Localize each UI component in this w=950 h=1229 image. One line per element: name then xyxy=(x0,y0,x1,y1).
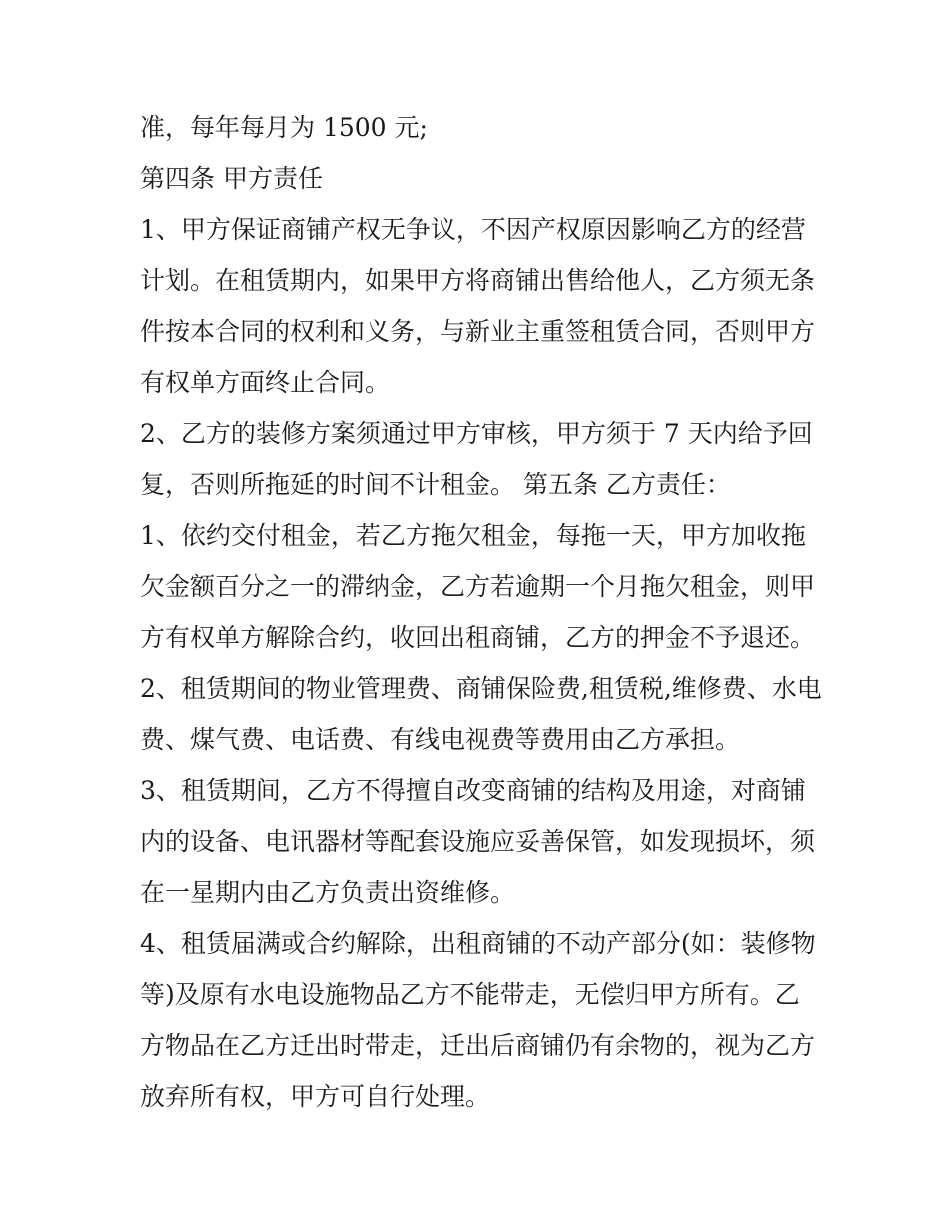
text-line: 欠金额百分之一的滞纳金，乙方若逾期一个月拖欠租金，则甲 xyxy=(140,572,816,601)
text-line: 在一星期内由乙方负责出资维修。 xyxy=(140,878,516,907)
text-line: 件按本合同的权利和义务，与新业主重签租赁合同，否则甲方 xyxy=(140,317,816,346)
contract-text xyxy=(140,102,820,1122)
text-line: 放弃所有权，甲方可自行处理。 xyxy=(140,1082,491,1111)
text-line: 准，每年每月为 1500 元; xyxy=(140,113,428,142)
section-heading: 第四条 甲方责任 xyxy=(140,164,323,193)
text-line: 2、乙方的装修方案须通过甲方审核，甲方须于 7 天内给予回 xyxy=(140,419,813,448)
text-line: 方物品在乙方迁出时带走，迁出后商铺仍有余物的，视为乙方 xyxy=(140,1031,816,1060)
text-line: 4、租赁届满或合约解除，出租商铺的不动产部分(如：装修物 xyxy=(140,929,816,958)
text-line: 等)及原有水电设施物品乙方不能带走，无偿归甲方所有。乙 xyxy=(140,980,800,1009)
text-line: 方有权单方解除合约，收回出租商铺，乙方的押金不予退还。 xyxy=(140,623,816,652)
text-line: 2、租赁期间的物业管理费、商铺保险费,租赁税,维修费、水电 xyxy=(140,674,822,703)
text-line: 复，否则所拖延的时间不计租金。 第五条 乙方责任： xyxy=(140,470,731,499)
text-line: 内的设备、电讯器材等配套设施应妥善保管，如发现损坏，须 xyxy=(140,827,816,856)
text-line: 有权单方面终止合同。 xyxy=(140,368,391,397)
text-line: 1、甲方保证商铺产权无争议，不因产权原因影响乙方的经营 xyxy=(140,215,806,244)
text-line: 费、煤气费、电话费、有线电视费等费用由乙方承担。 xyxy=(140,725,741,754)
text-line: 3、租赁期间，乙方不得擅自改变商铺的结构及用途，对商铺 xyxy=(140,776,806,805)
text-line: 1、依约交付租金，若乙方拖欠租金，每拖一天，甲方加收拖 xyxy=(140,521,806,550)
text-line: 计划。在租赁期内，如果甲方将商铺出售给他人，乙方须无条 xyxy=(140,266,816,295)
